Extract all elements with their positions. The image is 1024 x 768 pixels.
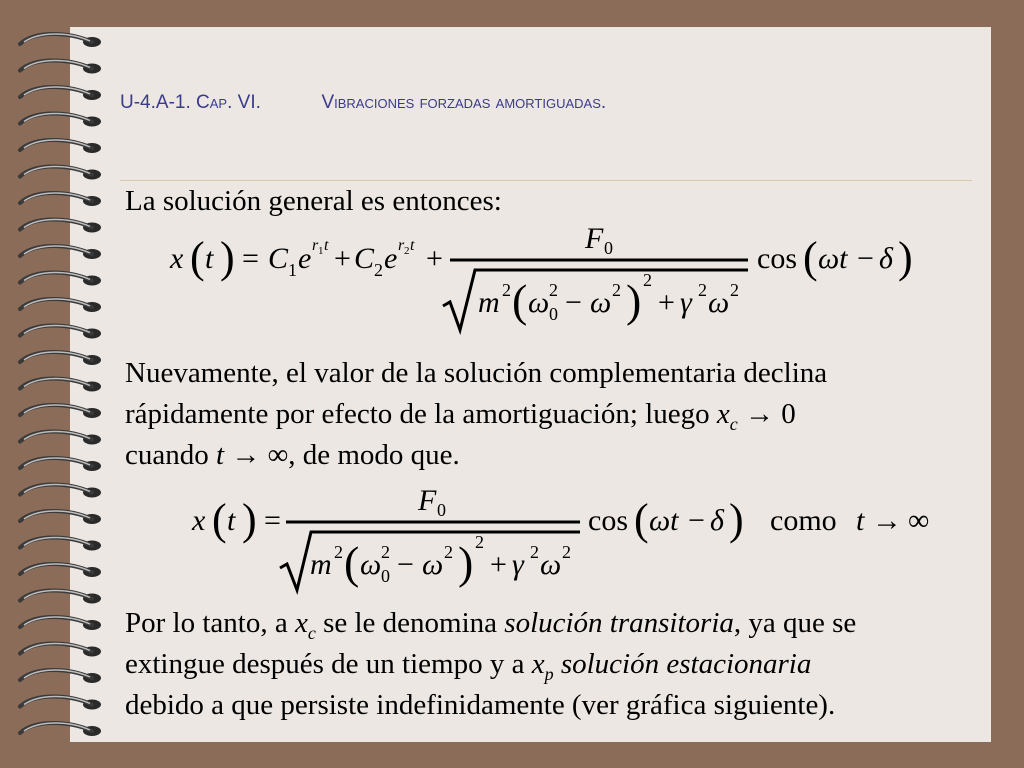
svg-text:δ: δ — [710, 504, 724, 537]
svg-text:t: t — [856, 504, 865, 537]
svg-text:r: r — [398, 237, 405, 254]
spiral-ring — [20, 432, 101, 445]
svg-text:ω: ω — [708, 286, 730, 319]
svg-text:ω: ω — [528, 286, 550, 319]
svg-text:0: 0 — [604, 238, 613, 258]
svg-text:→: → — [872, 504, 902, 537]
spiral-ring — [20, 644, 101, 657]
spiral-ring — [20, 617, 101, 630]
svg-text:t: t — [324, 237, 329, 254]
svg-text:(: ( — [803, 233, 818, 282]
spiral-ring — [20, 723, 101, 736]
svg-text:0: 0 — [381, 566, 390, 586]
svg-text:γ: γ — [680, 286, 692, 319]
svg-text:ω: ω — [540, 548, 562, 581]
spiral-ring — [20, 299, 101, 312]
svg-text:2: 2 — [562, 542, 571, 562]
svg-text:ω: ω — [590, 286, 612, 319]
spiral-ring — [20, 564, 101, 577]
para3-line2: extingue después de un tiempo y a $x_p$ solución estacionaria — [125, 648, 812, 684]
svg-text:+: + — [334, 242, 351, 275]
svg-text:2: 2 — [404, 245, 410, 257]
svg-text:2: 2 — [374, 260, 383, 280]
svg-text:2: 2 — [730, 280, 739, 300]
svg-text:): ) — [242, 495, 257, 544]
spiral-ring — [20, 538, 101, 551]
svg-text:m: m — [310, 548, 332, 581]
svg-text:2: 2 — [612, 280, 621, 300]
svg-text:=: = — [242, 242, 259, 275]
spiral-ring — [20, 458, 101, 471]
spiral-ring — [20, 326, 101, 339]
spiral-ring — [20, 405, 101, 418]
title-divider — [120, 180, 972, 181]
svg-text:2: 2 — [643, 270, 652, 290]
svg-text:−: − — [688, 504, 705, 537]
svg-text:): ) — [220, 233, 235, 282]
svg-text:2: 2 — [549, 280, 558, 300]
svg-text:): ) — [729, 495, 744, 544]
steady-state-equation — [180, 478, 960, 598]
svg-text:−: − — [857, 242, 874, 275]
svg-text:2: 2 — [530, 542, 539, 562]
svg-text:t: t — [205, 242, 214, 275]
svg-text:ωt: ωt — [818, 242, 848, 275]
svg-text:F: F — [418, 484, 437, 517]
svg-text:r: r — [312, 237, 319, 254]
svg-text:ω: ω — [422, 548, 444, 581]
para2-line3: cuando t → ∞, de modo que. — [125, 439, 460, 471]
svg-text:e: e — [384, 242, 398, 275]
svg-text:−: − — [397, 548, 414, 581]
svg-text:2: 2 — [502, 280, 511, 300]
svg-text:+: + — [490, 548, 507, 581]
spiral-ring — [20, 670, 101, 683]
svg-text:(: ( — [512, 275, 528, 326]
svg-text:ω: ω — [360, 548, 382, 581]
svg-text:m: m — [478, 286, 500, 319]
svg-text:1: 1 — [288, 260, 297, 280]
spiral-ring — [20, 246, 101, 259]
svg-text:1: 1 — [318, 245, 324, 257]
svg-text:cos: cos — [588, 504, 628, 537]
svg-text:−: − — [565, 286, 582, 319]
svg-text:t: t — [227, 504, 236, 537]
intro-text: La solución general es entonces: — [125, 185, 502, 217]
svg-text:+: + — [658, 286, 675, 319]
svg-text:C: C — [354, 242, 375, 275]
spiral-ring — [20, 193, 101, 206]
svg-text:2: 2 — [475, 532, 484, 552]
svg-text:2: 2 — [334, 542, 343, 562]
svg-text:0: 0 — [549, 304, 558, 324]
para2-line2: rápidamente por efecto de la amortiguación; luego $x_c \to 0$ — [125, 398, 796, 434]
spiral-ring — [20, 140, 101, 153]
spiral-ring — [20, 87, 101, 100]
svg-text:2: 2 — [698, 280, 707, 300]
slide-chapter: Cap. VI. — [196, 92, 261, 113]
svg-text:): ) — [898, 233, 913, 282]
spiral-ring — [20, 61, 101, 74]
svg-text:(: ( — [634, 495, 649, 544]
svg-text:δ: δ — [879, 242, 893, 275]
spiral-ring — [20, 114, 101, 127]
spiral-ring — [20, 511, 101, 524]
spiral-ring — [20, 273, 101, 286]
svg-text:(: ( — [212, 495, 227, 544]
slide-title — [120, 92, 606, 114]
svg-text:F: F — [585, 222, 604, 255]
slide-heading: Vibraciones forzadas amortiguadas. — [321, 92, 607, 113]
para3-line1: Por lo tanto, a $x_c$ se le denomina solución transitoria, ya que se — [125, 607, 857, 643]
para3-line3: debido a que persiste indefinidamente (ver gráfica siguiente). — [125, 689, 836, 721]
general-solution-equation — [160, 220, 940, 340]
svg-text:x: x — [192, 504, 206, 537]
svg-text:(: ( — [344, 537, 360, 588]
spiral-ring — [20, 697, 101, 710]
eq2-suffix-label: como — [770, 504, 837, 537]
svg-text:0: 0 — [437, 500, 446, 520]
svg-text:C: C — [268, 242, 289, 275]
spiral-ring — [20, 485, 101, 498]
svg-text:∞: ∞ — [908, 504, 930, 537]
svg-text:2: 2 — [444, 542, 453, 562]
spiral-ring — [20, 379, 101, 392]
svg-text:+: + — [426, 242, 443, 275]
svg-text:t: t — [410, 237, 415, 254]
svg-text:x: x — [170, 242, 184, 275]
svg-text:cos: cos — [757, 242, 797, 275]
spiral-ring — [20, 34, 101, 47]
spiral-ring — [20, 167, 101, 180]
spiral-ring — [20, 591, 101, 604]
svg-text:): ) — [458, 537, 474, 588]
spiral-ring — [20, 352, 101, 365]
slide-code: U-4.A-1. — [120, 92, 191, 113]
svg-text:=: = — [264, 504, 281, 537]
svg-text:γ: γ — [512, 548, 524, 581]
spiral-binding — [0, 0, 110, 768]
svg-text:(: ( — [190, 233, 205, 282]
svg-text:e: e — [298, 242, 312, 275]
spiral-ring — [20, 220, 101, 233]
svg-text:2: 2 — [381, 542, 390, 562]
para2-line1: Nuevamente, el valor de la solución complementaria declina — [125, 357, 828, 389]
svg-text:): ) — [626, 275, 642, 326]
svg-text:ωt: ωt — [649, 504, 679, 537]
